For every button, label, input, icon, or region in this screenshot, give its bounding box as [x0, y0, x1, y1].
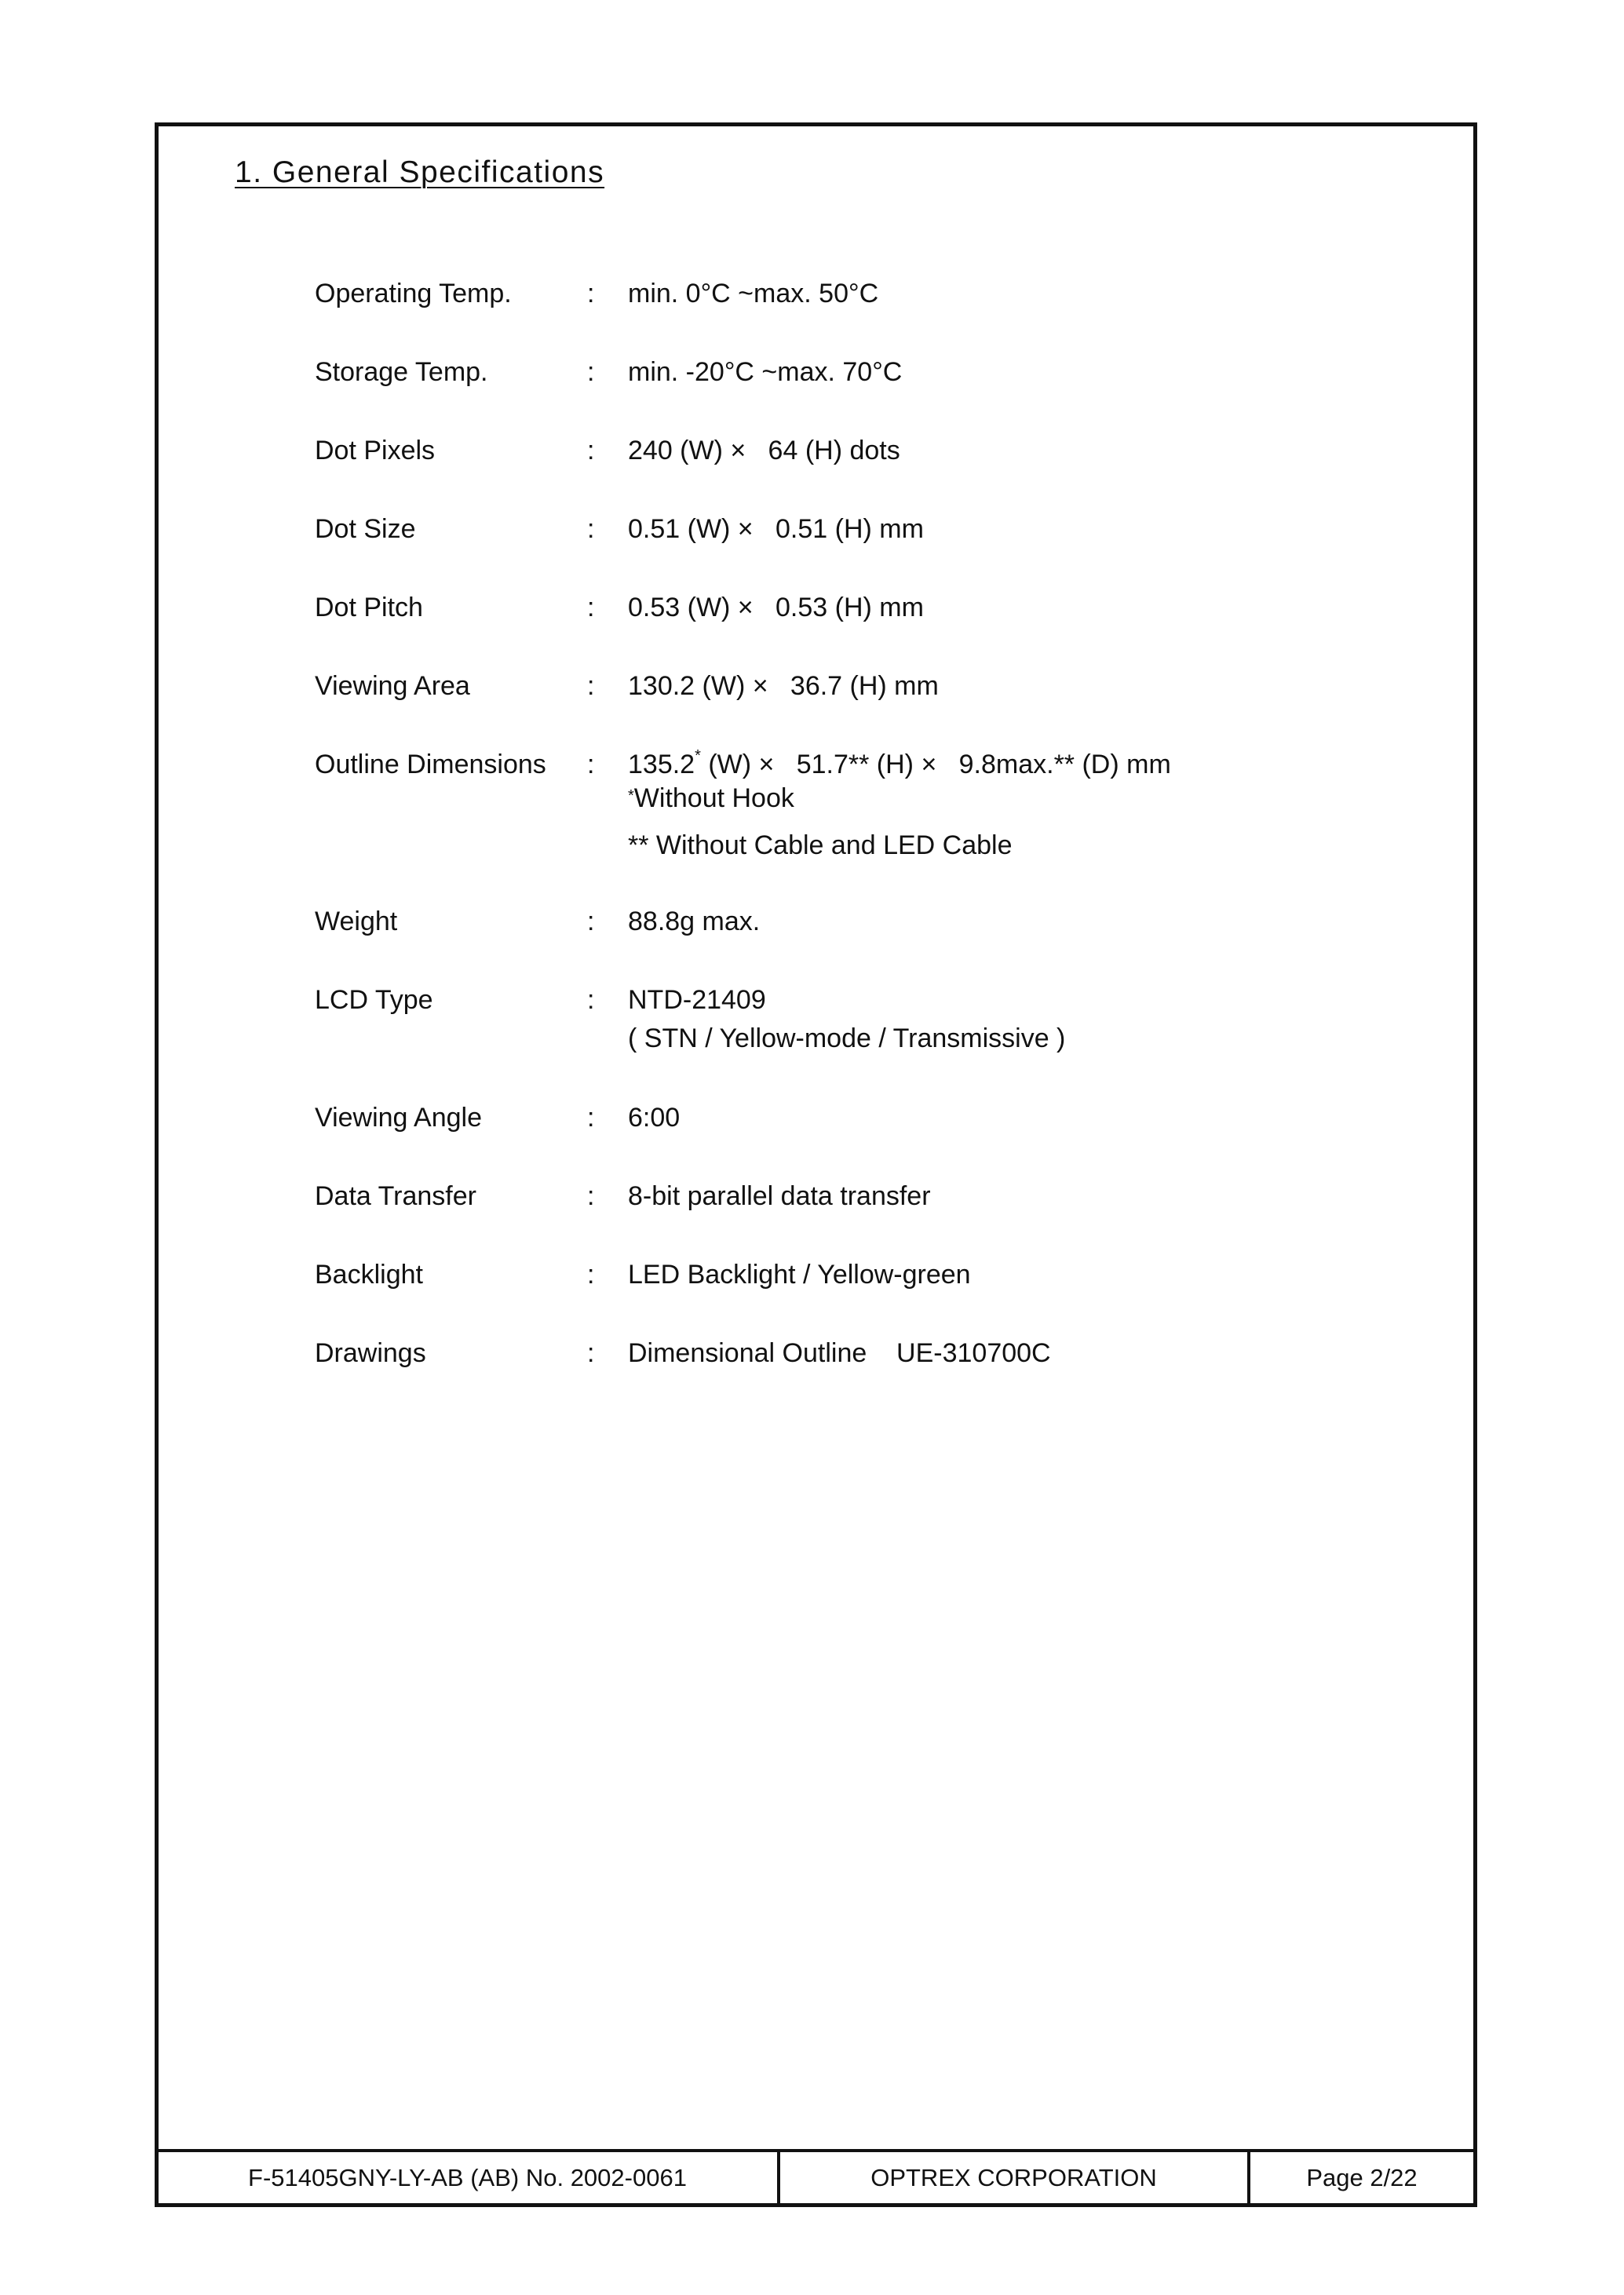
spec-value: min. 0°C ~max. 50°C	[628, 279, 879, 308]
spec-label: Dot Pixels	[315, 436, 436, 465]
outline-note-cable: ** Without Cable and LED Cable	[628, 830, 1013, 860]
spec-label: Operating Temp.	[315, 279, 512, 308]
spec-colon: :	[587, 593, 595, 622]
spec-value	[628, 749, 1171, 861]
spec-colon: :	[587, 985, 595, 1015]
spec-value: 240 (W) × 64 (H) dots	[628, 436, 900, 465]
outline-rest-value: (W) × 51.7** (H) × 9.8max.** (D) mm	[700, 750, 1171, 779]
spec-value: 8-bit parallel data transfer	[628, 1181, 931, 1211]
spec-label: Storage Temp.	[315, 357, 488, 387]
lcd-type-note: ( STN / Yellow-mode / Transmissive )	[628, 1023, 1066, 1053]
spec-label: Dot Size	[315, 514, 416, 544]
spec-value: 0.51 (W) × 0.51 (H) mm	[628, 514, 924, 544]
spec-label: Weight	[315, 907, 398, 936]
spec-label: Viewing Angle	[315, 1103, 482, 1133]
spec-colon: :	[587, 436, 595, 465]
outline-dimensions-line	[628, 749, 1171, 780]
spec-colon: :	[587, 1181, 595, 1211]
outline-note-hook-text: Without Hook	[633, 783, 794, 813]
spec-colon: :	[587, 514, 595, 544]
spec-label: Data Transfer	[315, 1181, 476, 1211]
outline-note-hook	[628, 780, 1171, 814]
spec-colon: :	[587, 279, 595, 308]
page-footer	[158, 2149, 1473, 2204]
spec-value: 130.2 (W) × 36.7 (H) mm	[628, 671, 939, 701]
spec-colon: :	[587, 671, 595, 701]
spec-colon: :	[587, 1338, 595, 1368]
spec-colon: :	[587, 907, 595, 936]
footer-page-number: Page 2/22	[1306, 2164, 1418, 2191]
spec-value: 88.8g max.	[628, 907, 761, 936]
spec-label: Drawings	[315, 1338, 426, 1368]
spec-value	[628, 984, 1065, 1054]
spec-colon: :	[587, 1260, 595, 1290]
footer-company: OPTREX CORPORATION	[780, 2152, 1250, 2204]
spec-label: Dot Pitch	[315, 593, 423, 622]
spec-value: 6:00	[628, 1103, 681, 1133]
spec-colon: :	[587, 357, 595, 387]
footnote-mark: *	[695, 747, 701, 764]
spec-value: LED Backlight / Yellow-green	[628, 1260, 971, 1290]
spec-colon: :	[587, 750, 595, 779]
spec-label: Backlight	[315, 1260, 423, 1290]
spec-label: LCD Type	[315, 985, 433, 1015]
section-title: 1. General Specifications	[235, 155, 605, 189]
spec-value: Dimensional Outline UE-310700C	[628, 1338, 1051, 1368]
spec-value: 0.53 (W) × 0.53 (H) mm	[628, 593, 924, 622]
footnote-mark: *	[628, 787, 634, 805]
spec-label: Outline Dimensions	[315, 750, 546, 779]
outline-width-value: 135.2	[628, 750, 695, 779]
footer-doc-number: F-51405GNY-LY-AB (AB) No. 2002-0061	[158, 2152, 780, 2204]
spec-value: min. -20°C ~max. 70°C	[628, 357, 903, 387]
spec-colon: :	[587, 1103, 595, 1133]
spec-label: Viewing Area	[315, 671, 470, 701]
lcd-type-value: NTD-21409	[628, 985, 766, 1015]
